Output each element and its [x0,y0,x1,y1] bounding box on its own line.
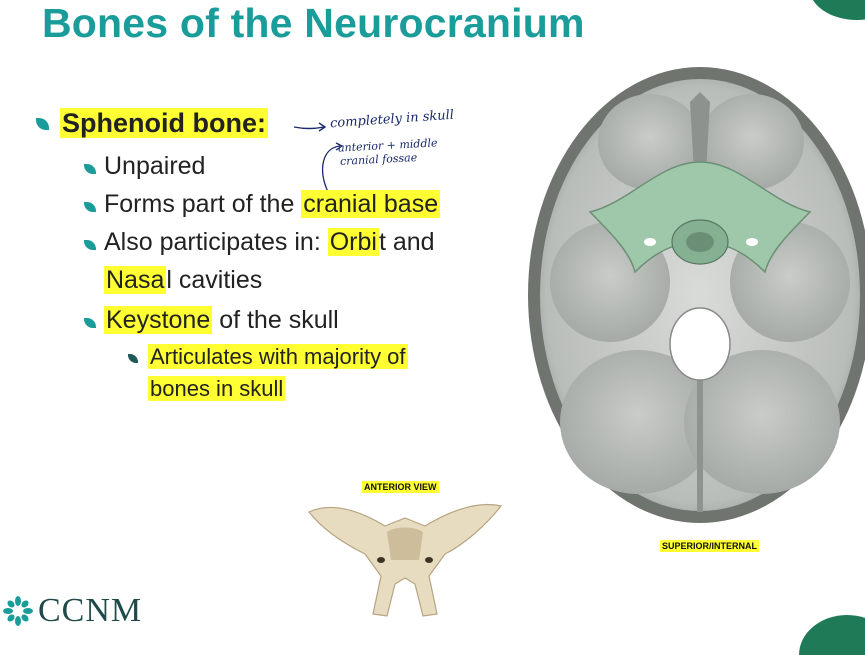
bullet-keystone [104,306,339,335]
bullet-marker-icon [36,118,49,130]
caption-anterior-view: ANTERIOR VIEW [364,482,437,492]
highlight-articulates: Articulates with majority of [150,344,406,369]
highlight-bones: bones in skull [150,376,284,401]
bullet-cranial-base [104,190,440,219]
heading-text: Sphenoid bone: [62,108,266,138]
heading-sphenoid [60,108,268,139]
bullet-marker-icon [84,164,96,174]
handwritten-arrow-icon [292,118,330,134]
skull-superior-internal-image [520,62,865,528]
leaf-logo-icon [2,595,34,627]
ccnm-logo [2,592,142,630]
corner-decoration-bottom [799,615,865,655]
handwritten-note-skull: completely in skull [329,107,455,132]
bullet-participates [104,228,435,257]
bullet-articulates [148,344,408,370]
highlight-nasa: Nasa [106,266,165,294]
bullet-text: t and [378,228,435,256]
bullet-marker-icon [84,318,96,328]
bullet-text: of the skull [212,306,339,334]
bullet-marker-icon [128,354,138,363]
highlight-keystone: Keystone [106,306,211,334]
corner-decoration-top [809,0,865,20]
handwritten-note-fossae-2: cranial fossae [339,150,418,169]
highlight-orbi: Orbi [329,228,377,256]
caption-superior-internal: SUPERIOR/INTERNAL [662,541,758,551]
bullet-text: l cavities [166,266,263,294]
bullet-nasal-cavities [104,266,262,295]
sphenoid-anterior-image [305,496,505,620]
bullet-bones-in-skull [148,376,285,402]
handwritten-note-fossae-1: anterior + middle [337,136,438,155]
slide-title: Bones of the Neurocranium [42,0,585,46]
highlight-cranial-base: cranial base [303,190,439,218]
bullet-marker-icon [84,240,96,250]
bullet-text: Also participates in: [104,228,328,256]
bullet-text: Forms part of the [104,190,302,218]
logo-text: CCNM [38,592,143,629]
bullet-unpaired: Unpaired [104,152,206,180]
bullet-marker-icon [84,202,96,212]
